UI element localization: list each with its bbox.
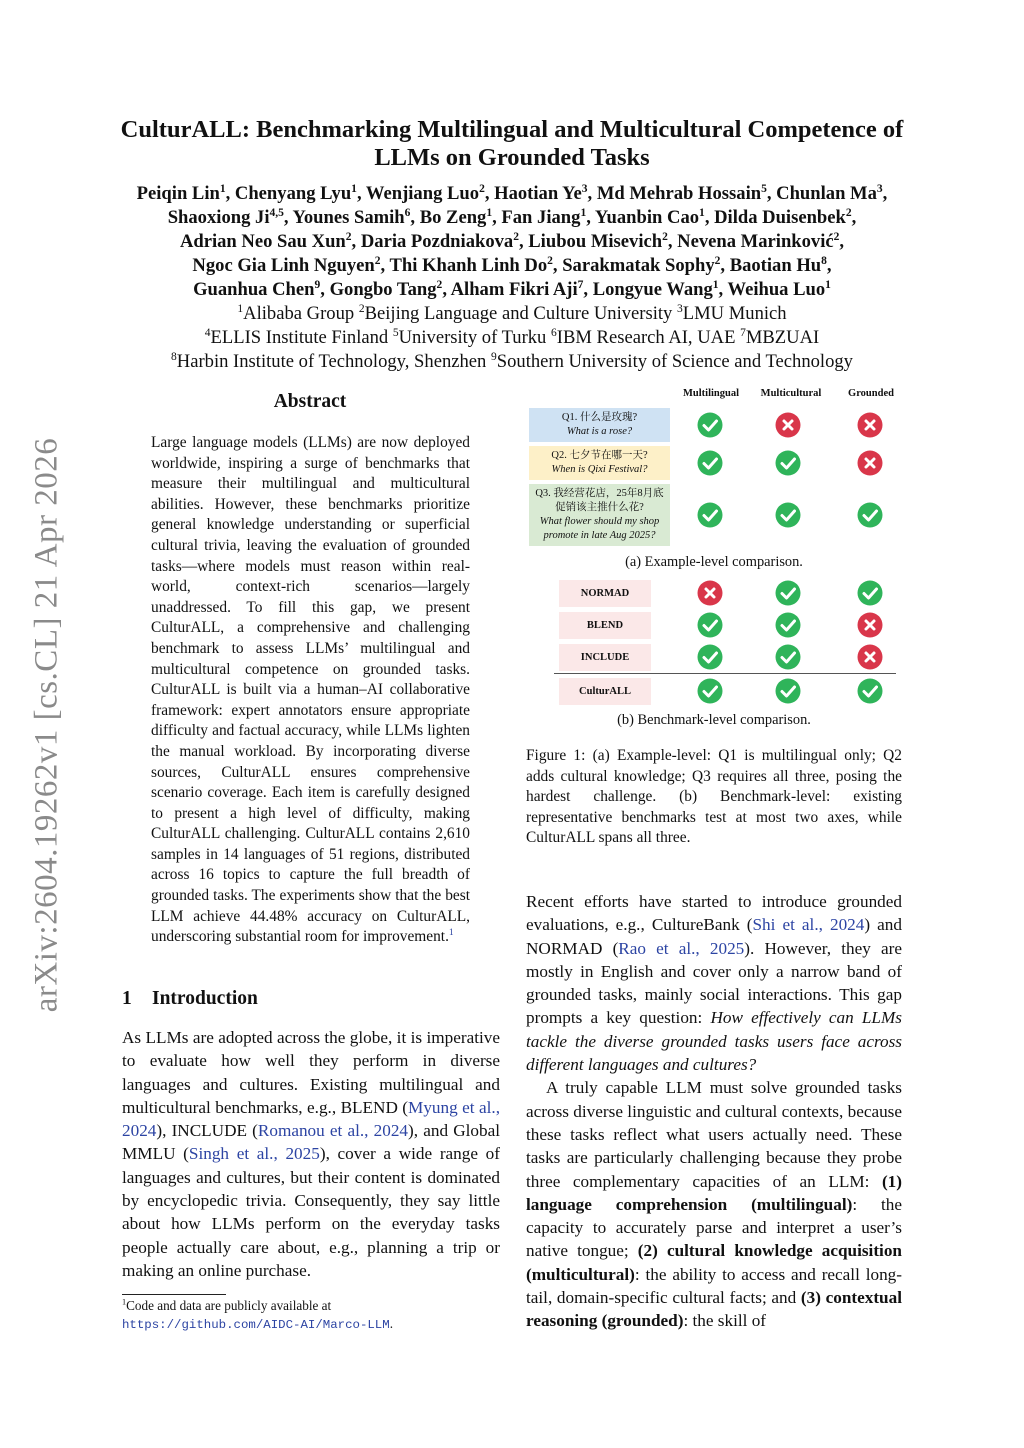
arxiv-sidebar-stamp	[22, 420, 72, 1030]
citation-link[interactable]: Rao et al., 2025	[618, 938, 745, 958]
footnote-text: Code and data are publicly available at	[126, 1298, 332, 1313]
citation-link[interactable]: Romanou et al., 2024	[257, 1121, 409, 1141]
question-box-q2	[529, 446, 670, 480]
text: : the skill of	[683, 1311, 767, 1331]
affiliation-name: IBM Research AI, UAE	[556, 327, 741, 348]
author-affil-mark: 4,5	[269, 206, 284, 219]
author-name: Nevena Marinković	[677, 231, 834, 252]
author-line: Adrian Neo Sau Xun$^2$, Daria Pozdniakova$^2$, Liubou Misevich$^2$, Nevena Marinković$^2$,	[179, 230, 845, 252]
author-affil-mark: 3	[581, 182, 588, 195]
check-icon	[697, 412, 723, 438]
text: ). However, they are mostly in English and cover only a narrow band of grounded tasks, mainly social interactions. This gap prompts a key question:	[526, 938, 902, 1028]
key-question: How effectively can LLMs tackle the diverse grounded tasks users face across different languages and cultures?	[526, 1008, 902, 1075]
text: ) and NORMAD (	[526, 915, 902, 958]
text: Recent efforts have started to introduce grounded evaluations, e.g., CultureBank (	[526, 892, 902, 935]
cross-icon	[857, 612, 883, 638]
author-name: Daria Pozdniakova	[360, 231, 514, 252]
check-icon	[697, 502, 723, 528]
author-affil-mark: 9	[314, 278, 321, 291]
affiliation-line	[80, 326, 944, 350]
intro-text: ), cover a wide range of languages and cultures, but their content is dominated by encyclopedic trivia. Consequently, they say little about how LLMs perform on the everyday tasks people actually care about, e.g., planning a trip or making an online purchase.	[122, 1144, 500, 1280]
author-affil-mark: 2	[374, 254, 381, 267]
cross-icon	[857, 450, 883, 476]
author-name: Gongbo Tang	[329, 279, 437, 300]
text: A truly capable LLM must solve grounded tasks across diverse linguistic and cultural contexts, because these tasks reflect what users actually need. These tasks are particularly challenging because they probe three complementary capacities of an LLM:	[526, 1078, 902, 1191]
question-zh: Q1. 什么是玫瑰?	[561, 412, 638, 423]
abstract-heading: Abstract	[273, 391, 347, 412]
arxiv-id: arXiv:2604.19262v1 [cs.CL] 21 Apr 2026	[28, 437, 65, 1013]
author-affil-mark: 2	[436, 278, 443, 291]
cross-icon	[857, 644, 883, 670]
paragraph	[526, 890, 902, 1076]
affiliation-name: Southern University of Science and Technology	[496, 351, 853, 372]
intro-text: ), and Global MMLU (	[122, 1121, 500, 1164]
question-en: What is a rose?	[566, 426, 633, 437]
section-title: Introduction	[152, 988, 258, 1009]
citation-link[interactable]: Myung et al., 2024	[122, 1097, 501, 1141]
author-list	[80, 182, 944, 302]
footnote-mark: 1	[122, 1297, 127, 1307]
author-name: Sarakmatak Sophy	[562, 255, 715, 276]
author-name: Bo Zeng	[419, 207, 487, 228]
footnote-url[interactable]: https://github.com/AIDC-AI/Marco-LLM	[122, 1318, 390, 1332]
author-name: Thi Khanh Linh Do	[389, 255, 548, 276]
check-icon	[775, 678, 801, 704]
author-affil-mark: 7	[577, 278, 584, 291]
author-name: Alham Fikri Aji	[450, 279, 578, 300]
author-line: Ngoc Gia Linh Nguyen$^2$, Thi Khanh Linh Do$^2$, Sarakmatak Sophy$^2$, Baotian Hu$^8$,	[192, 254, 832, 276]
check-icon	[697, 450, 723, 476]
paper-title	[100, 116, 924, 172]
question-zh: Q2. 七夕节在哪一天?	[551, 450, 648, 461]
check-icon	[775, 580, 801, 606]
affil-mark: 5	[392, 326, 399, 339]
affil-mark: 2	[358, 302, 365, 315]
check-icon	[697, 678, 723, 704]
author-affil-mark: 2	[547, 254, 553, 267]
text: : the ability to access and recall long-tail, domain-specific cultural facts; and	[526, 1264, 902, 1308]
affil-mark: 8	[171, 350, 177, 363]
author-name: Baotian Hu	[729, 255, 822, 276]
footnote	[122, 1297, 502, 1334]
figure-divider	[554, 673, 896, 674]
check-icon	[697, 644, 723, 670]
affiliation-name: LMU Munich	[682, 303, 787, 324]
footnote-end: .	[389, 1316, 393, 1331]
author-affil-mark: 1	[712, 278, 719, 291]
abstract-text: Large language models (LLMs) are now deployed worldwide, inspiring a surge of benchmarks that measure their multilingual and multicultural abilities. However, these benchmarks prioritize general knowledge understanding or superficial cultural trivia, leaving the evaluation of grounded tasks—where models must reason within real-world, context-rich scenarios—largely unaddressed. To fill this gap, we present CulturALL, a comprehensive and challenging benchmark to assess LLMs’ multilingual and multicultural competence on grounded tasks. CulturALL is built via a human–AI collaborative framework: expert annotators ensure appropriate difficulty and factual accuracy, while LLMs lighten the manual workload. By incorporating diverse sources, CulturALL ensures comprehensive scenario coverage. Each item is carefully designed to present a high level of difficulty, making CulturALL challenging. CulturALL contains 2,610 samples in 14 languages of 51 regions, distributed across 16 topics to capture the full breadth of grounded tasks. The experiments show that the best LLM achieve 44.48% accuracy on CulturALL, underscoring substantial room for improvement.	[151, 434, 470, 946]
affiliation-line	[80, 350, 944, 374]
intro-text: As LLMs are adopted across the globe, it is imperative to evaluate how well they perform in diverse languages and cultures. Existing multilingual and multicultural benchmarks, e.g., BLEND (	[122, 1028, 500, 1117]
author-name: Adrian Neo Sau Xun	[179, 231, 346, 252]
col-header-multilingual: Multilingual	[682, 388, 739, 399]
author-affil-mark: 8	[821, 254, 827, 267]
affiliation-name: Beijing Language and Culture University	[364, 303, 678, 324]
cross-icon	[857, 412, 883, 438]
author-name: Chenyang Lyu	[234, 183, 352, 204]
question-box-q3	[529, 484, 670, 546]
check-icon	[775, 450, 801, 476]
author-affil-mark: 1	[699, 206, 705, 219]
affil-mark: 6	[551, 326, 557, 339]
footnote-ref[interactable]: 1	[448, 927, 454, 939]
author-name: Liubou Misevich	[528, 231, 663, 252]
affiliation-name: Alibaba Group	[243, 303, 359, 324]
author-affil-mark: 1	[351, 182, 357, 195]
right-column-text	[526, 890, 902, 1333]
author-name: Chunlan Ma	[776, 183, 877, 204]
check-icon	[775, 502, 801, 528]
author-affil-mark: 1	[486, 206, 493, 219]
cross-icon	[697, 580, 723, 606]
col-header-grounded: Grounded	[848, 388, 894, 399]
author-name: Younes Samih	[292, 207, 405, 228]
author-name: Yuanbin Cao	[594, 207, 700, 228]
citation-link[interactable]: Singh et al., 2025	[188, 1144, 320, 1164]
author-name: Ngoc Gia Linh Nguyen	[192, 255, 375, 276]
author-affil-mark: 3	[876, 182, 883, 195]
author-line: Peiqin Lin$^1$, Chenyang Lyu$^1$, Wenjiang Luo$^2$, Haotian Ye$^3$, Md Mehrab Hossain$^5$, Chunlan Ma$^3$,	[136, 182, 888, 204]
question-en: What flower should my shop promote in late Aug 2025?	[539, 516, 660, 541]
author-affil-mark: 2	[714, 254, 721, 267]
text: : the capacity to accurately parse and interpret a user’s native tongue;	[526, 1194, 902, 1261]
cross-icon	[775, 412, 801, 438]
author-affil-mark: 5	[761, 182, 767, 195]
author-affil-mark: 2	[845, 206, 852, 219]
author-affil-mark: 2	[479, 182, 485, 195]
author-affil-mark: 2	[662, 230, 668, 243]
intro-text: ), INCLUDE (	[156, 1121, 258, 1141]
author-name: Dilda Duisenbek	[714, 207, 846, 228]
author-name: Shaoxiong Ji	[167, 207, 270, 228]
section-heading	[122, 988, 258, 1010]
author-name: Longyue Wang	[592, 279, 713, 300]
col-header-multicultural: Multicultural	[760, 388, 822, 399]
title-line-1: CulturALL: Benchmarking Multilingual and Multicultural Competence of	[120, 116, 904, 143]
benchmark-label-include: INCLUDE	[559, 644, 651, 671]
affil-mark: 7	[740, 326, 746, 339]
intro-paragraph	[122, 1026, 500, 1282]
author-name: Peiqin Lin	[136, 183, 220, 204]
question-box-q1	[529, 408, 670, 442]
subcaption-a: (a) Example-level comparison.	[625, 554, 803, 570]
check-icon	[775, 644, 801, 670]
affiliation-name: University of Turku	[398, 327, 552, 348]
footnote-rule	[122, 1294, 226, 1295]
author-line: Guanhua Chen$^9$, Gongbo Tang$^2$, Alham Fikri Aji$^7$, Longyue Wang$^1$, Weihua Luo$^1$	[193, 278, 831, 300]
author-affil-mark: 1	[219, 182, 226, 195]
figure-caption: Figure 1: (a) Example-level: Q1 is multilingual only; Q2 adds cultural knowledge; Q3 requires all three, posing the hardest challenge. (b) Benchmark-level: existing representative benchmarks test at most two axes, while CulturALL spans all three.	[526, 747, 902, 847]
affil-mark: 3	[677, 302, 683, 315]
affiliation-name: ELLIS Institute Finland	[210, 327, 393, 348]
subcaption-b: (b) Benchmark-level comparison.	[617, 712, 811, 728]
check-icon	[857, 678, 883, 704]
author-name: Fan Jiang	[501, 207, 581, 228]
check-icon	[775, 612, 801, 638]
benchmark-label-blend: BLEND	[559, 612, 651, 639]
affiliation-name: Harbin Institute of Technology, Shenzhen	[176, 351, 491, 372]
author-affil-mark: 6	[404, 206, 411, 219]
question-zh: Q3. 我经营花店，25年8月底促销该主推什么花?	[535, 488, 664, 513]
author-affil-mark: 1	[825, 278, 831, 291]
capacity-3: (3) contextual reasoning (grounded)	[526, 1288, 902, 1331]
benchmark-label-culturall: CulturALL	[559, 678, 651, 705]
affil-mark: 4	[204, 326, 211, 339]
affiliation-name: MBZUAI	[745, 327, 820, 348]
section-number: 1	[122, 988, 132, 1009]
author-name: Haotian Ye	[494, 183, 582, 204]
author-affil-mark: 1	[580, 206, 587, 219]
check-icon	[857, 502, 883, 528]
benchmark-label-normad: NORMAD	[559, 580, 651, 607]
check-icon	[857, 580, 883, 606]
author-name: Wenjiang Luo	[365, 183, 480, 204]
affiliation-list	[80, 302, 944, 374]
author-name: Guanhua Chen	[193, 279, 315, 300]
capacity-2: (2) cultural knowledge acquisition (multicultural)	[526, 1241, 902, 1284]
abstract-body	[151, 433, 470, 948]
affil-mark: 9	[491, 350, 497, 363]
author-name: Md Mehrab Hossain	[596, 183, 762, 204]
question-en: When is Qixi Festival?	[551, 464, 648, 475]
citation-link[interactable]: Shi et al., 2024	[752, 915, 865, 935]
affiliation-line	[80, 302, 944, 326]
title-line-2: LLMs on Grounded Tasks	[374, 144, 650, 171]
author-affil-mark: 2	[345, 230, 352, 243]
check-icon	[697, 612, 723, 638]
capacity-1: (1) language comprehension (multilingual)	[526, 1171, 902, 1214]
author-name: Weihua Luo	[727, 279, 826, 300]
paragraph	[526, 1076, 902, 1332]
affil-mark: 1	[237, 302, 244, 315]
author-affil-mark: 2	[833, 230, 840, 243]
author-line: Shaoxiong Ji$^{4,5}$, Younes Samih$^6$, Bo Zeng$^1$, Fan Jiang$^1$, Yuanbin Cao$^1$, Dilda Duisenbek$^2$,	[167, 206, 857, 228]
author-affil-mark: 2	[513, 230, 519, 243]
